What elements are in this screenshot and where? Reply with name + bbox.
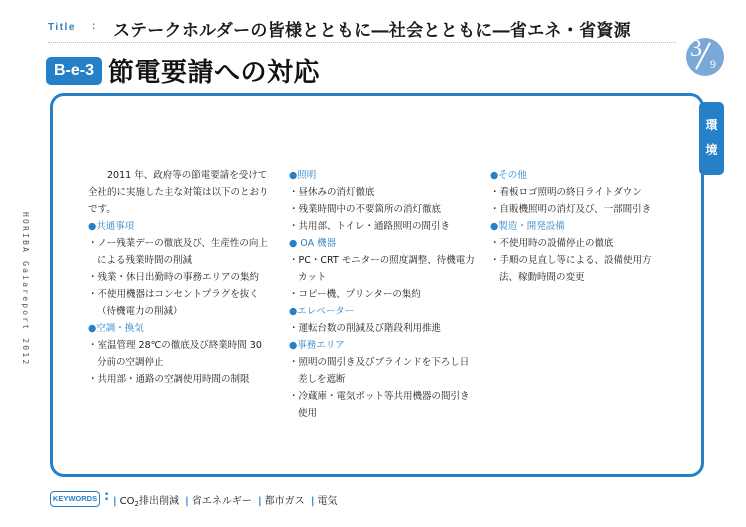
environment-tab-char: 環 xyxy=(705,118,718,132)
title-colon: : xyxy=(92,21,96,32)
page-current: 3 xyxy=(690,36,702,62)
list-item: ・残業時間中の不要箇所の消灯徹底 xyxy=(289,204,442,215)
environment-tab[interactable] xyxy=(699,102,724,175)
section-heading: ●照明 xyxy=(289,170,317,181)
list-item: ・共用部、トイレ・通路照明の間引き xyxy=(289,221,451,232)
intro-text: 2011 年、政府等の節電要請を受けて全社的に実施した主な対策は以下のとおりです。 xyxy=(88,170,269,215)
list-item: ・手順の見直し等による、設備使用方法、稼動時間の変更 xyxy=(490,255,652,283)
keywords-badge: KEYWORDS xyxy=(50,491,100,507)
column-middle xyxy=(289,167,475,422)
list-item: ・残業・休日出勤時の事務エリアの集約 xyxy=(88,272,260,283)
section-heading: ● OA 機器 xyxy=(289,238,337,249)
environment-tab-char: 境 xyxy=(705,143,718,157)
keyword-item[interactable]: 省エネルギー xyxy=(191,496,252,507)
list-item: ・看板ロゴ照明の終日ライトダウン xyxy=(490,187,642,198)
list-item: ・冷蔵庫・電気ポット等共用機器の間引き使用 xyxy=(289,391,470,419)
keyword-item[interactable]: 都市ガス xyxy=(264,496,305,507)
keyword-co2[interactable] xyxy=(120,496,179,507)
list-item: ・室温管理 28℃の徹底及び終業時間 30 分前の空調停止 xyxy=(88,340,262,368)
title-divider xyxy=(48,42,676,43)
column-left xyxy=(88,167,270,388)
section-heading: ●事務エリア xyxy=(289,340,345,351)
keyword-separator: | xyxy=(310,496,315,507)
keyword-co2-prefix: CO xyxy=(119,496,135,507)
list-item: ・不使用時の設備停止の徹底 xyxy=(490,238,614,249)
side-report-label: HORIBA Gaiareport 2012 xyxy=(21,212,30,367)
list-item: ・共用部・通路の空調使用時間の制限 xyxy=(88,374,250,385)
list-item: ・ノー残業デーの徹底及び、生産性の向上による残業時間の削減 xyxy=(88,238,268,266)
keyword-co2-subscript: 2 xyxy=(134,500,139,508)
section-code-badge: B-e-3 xyxy=(46,57,102,85)
keywords-list xyxy=(110,492,338,508)
keyword-co2-suffix: 排出削減 xyxy=(138,496,179,507)
section-heading: ●共通事項 xyxy=(88,221,135,232)
title-label: Title xyxy=(48,22,76,33)
section-heading: ●その他 xyxy=(490,170,527,181)
page-total: 9 xyxy=(710,57,716,71)
list-item: ・不使用機器はコンセントプラグを抜く（待機電力の削減） xyxy=(88,289,259,317)
keywords-colon: : xyxy=(104,489,110,504)
list-item: ・照明の間引き及びブラインドを下ろし日差しを遮断 xyxy=(289,357,470,385)
section-title: ステークホルダーの皆様とともに―社会とともに―省エネ・省資源 xyxy=(113,21,631,41)
section-heading: ●エレベーター xyxy=(289,306,355,317)
keyword-item[interactable]: 電気 xyxy=(317,496,338,507)
section-heading: ●空調・換気 xyxy=(88,323,144,334)
section-heading: ●製造・開発設備 xyxy=(490,221,565,232)
page-heading: 節電要請への対応 xyxy=(108,58,321,88)
list-item: ・運転台数の削減及び階段利用推進 xyxy=(289,323,442,334)
list-item: ・コピー機、プリンターの集約 xyxy=(289,289,421,300)
keyword-separator: | xyxy=(258,496,262,507)
list-item: ・昼休みの消灯徹底 xyxy=(289,187,375,198)
list-item: ・PC・CRT モニターの照度調整、待機電力カット xyxy=(289,255,475,283)
list-item: ・自販機照明の消灯及び、一部間引き xyxy=(490,204,652,215)
column-right xyxy=(490,167,670,286)
keyword-separator: | xyxy=(113,496,117,507)
keyword-separator: | xyxy=(185,496,189,507)
